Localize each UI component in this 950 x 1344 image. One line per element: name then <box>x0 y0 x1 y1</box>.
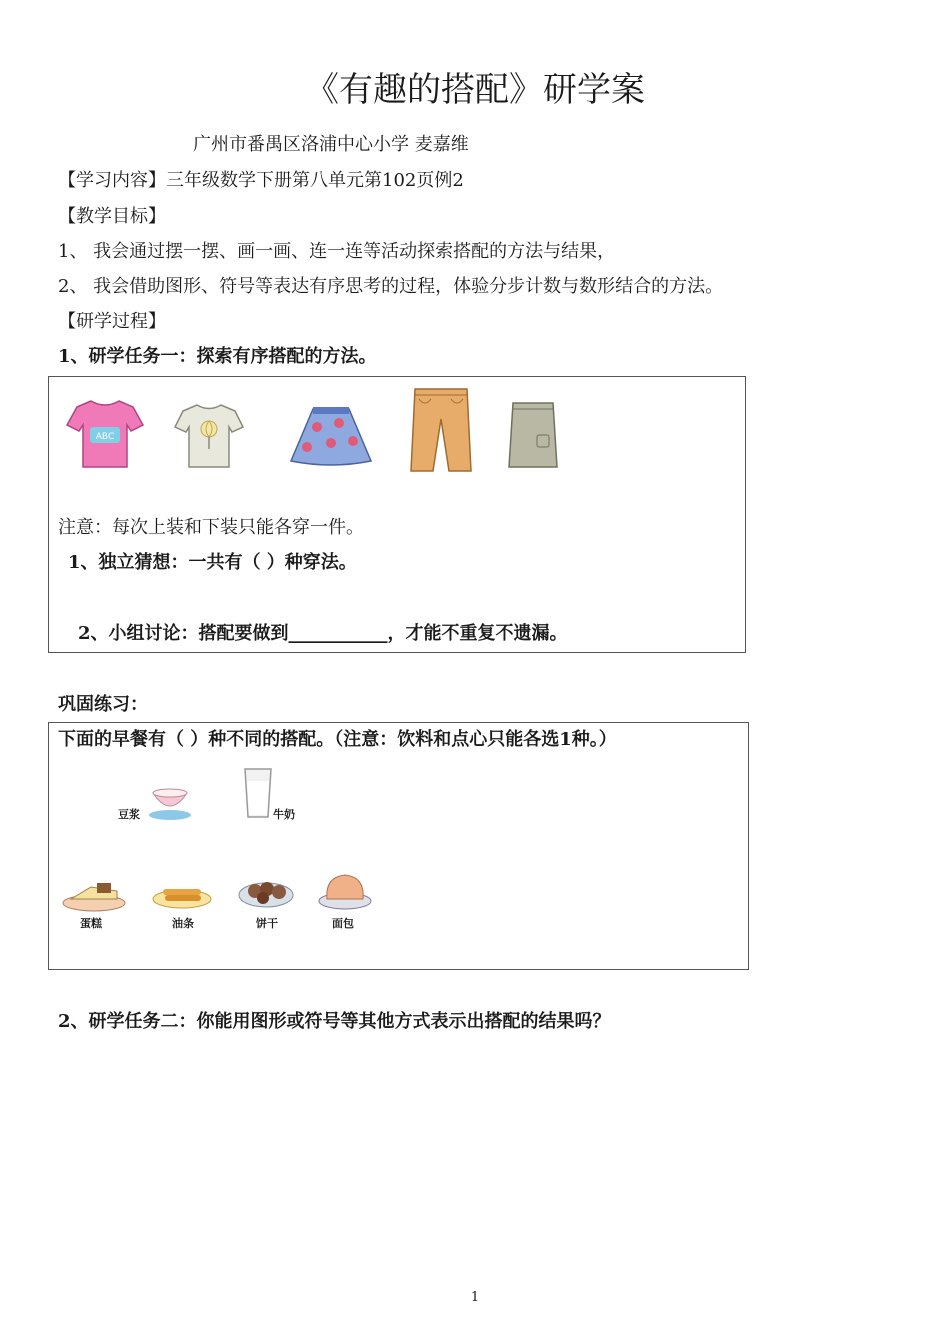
goals-heading: 【教学目标】 <box>58 206 166 227</box>
gray-skirt-icon <box>505 399 561 471</box>
practice-question: 下面的早餐有（ ）种不同的搭配。（注意：饮料和点心只能各选1种。） <box>58 729 617 750</box>
content-line: 【学习内容】三年级数学下册第八单元第102页例2 <box>58 170 464 191</box>
food-label-biscuit: 饼干 <box>256 917 278 930</box>
author-line: 广州市番禺区洛浦中心小学 麦嘉维 <box>193 134 469 155</box>
orange-pants-icon <box>409 385 473 475</box>
cake-icon <box>61 873 127 913</box>
biscuit-icon <box>237 873 295 911</box>
food-label-soymilk: 豆浆 <box>118 808 140 821</box>
food-label-bread: 面包 <box>332 917 354 930</box>
page-title: 《有趣的搭配》研学案 <box>305 70 645 110</box>
task1-heading: 1、研学任务一：探索有序搭配的方法。 <box>58 346 377 367</box>
food-label-milk: 牛奶 <box>273 808 295 821</box>
goal-2: 2、 我会借助图形、符号等表达有序思考的过程，体验分步计数与数形结合的方法。 <box>58 276 724 297</box>
food-label-cake: 蛋糕 <box>80 917 102 930</box>
white-tshirt-icon <box>171 399 247 471</box>
task2-heading: 2、研学任务二：你能用图形或符号等其他方式表示出搭配的结果吗？ <box>58 1011 611 1032</box>
bread-icon <box>317 869 373 911</box>
blue-polka-skirt-icon <box>287 405 375 469</box>
goal-1: 1、 我会通过摆一摆、画一画、连一连等活动探索搭配的方法与结果， <box>58 241 616 262</box>
milk-glass-icon <box>241 765 275 821</box>
practice-box <box>48 722 749 970</box>
svg-text:ABC: ABC <box>95 432 115 442</box>
task1-question-2: 2、小组讨论：搭配要做到___________，才能不重复不遗漏。 <box>78 623 568 644</box>
task1-question-1: 1、独立猜想：一共有（ ）种穿法。 <box>68 552 357 573</box>
youtiao-icon <box>151 875 213 911</box>
food-label-youtiao: 油条 <box>172 917 194 930</box>
task1-note: 注意：每次上装和下装只能各穿一件。 <box>58 517 364 538</box>
page-number: 1 <box>470 1290 480 1305</box>
practice-heading: 巩固练习： <box>58 694 148 715</box>
pink-tshirt-icon <box>63 395 145 471</box>
process-heading: 【研学过程】 <box>58 311 166 332</box>
soymilk-icon <box>147 785 193 821</box>
